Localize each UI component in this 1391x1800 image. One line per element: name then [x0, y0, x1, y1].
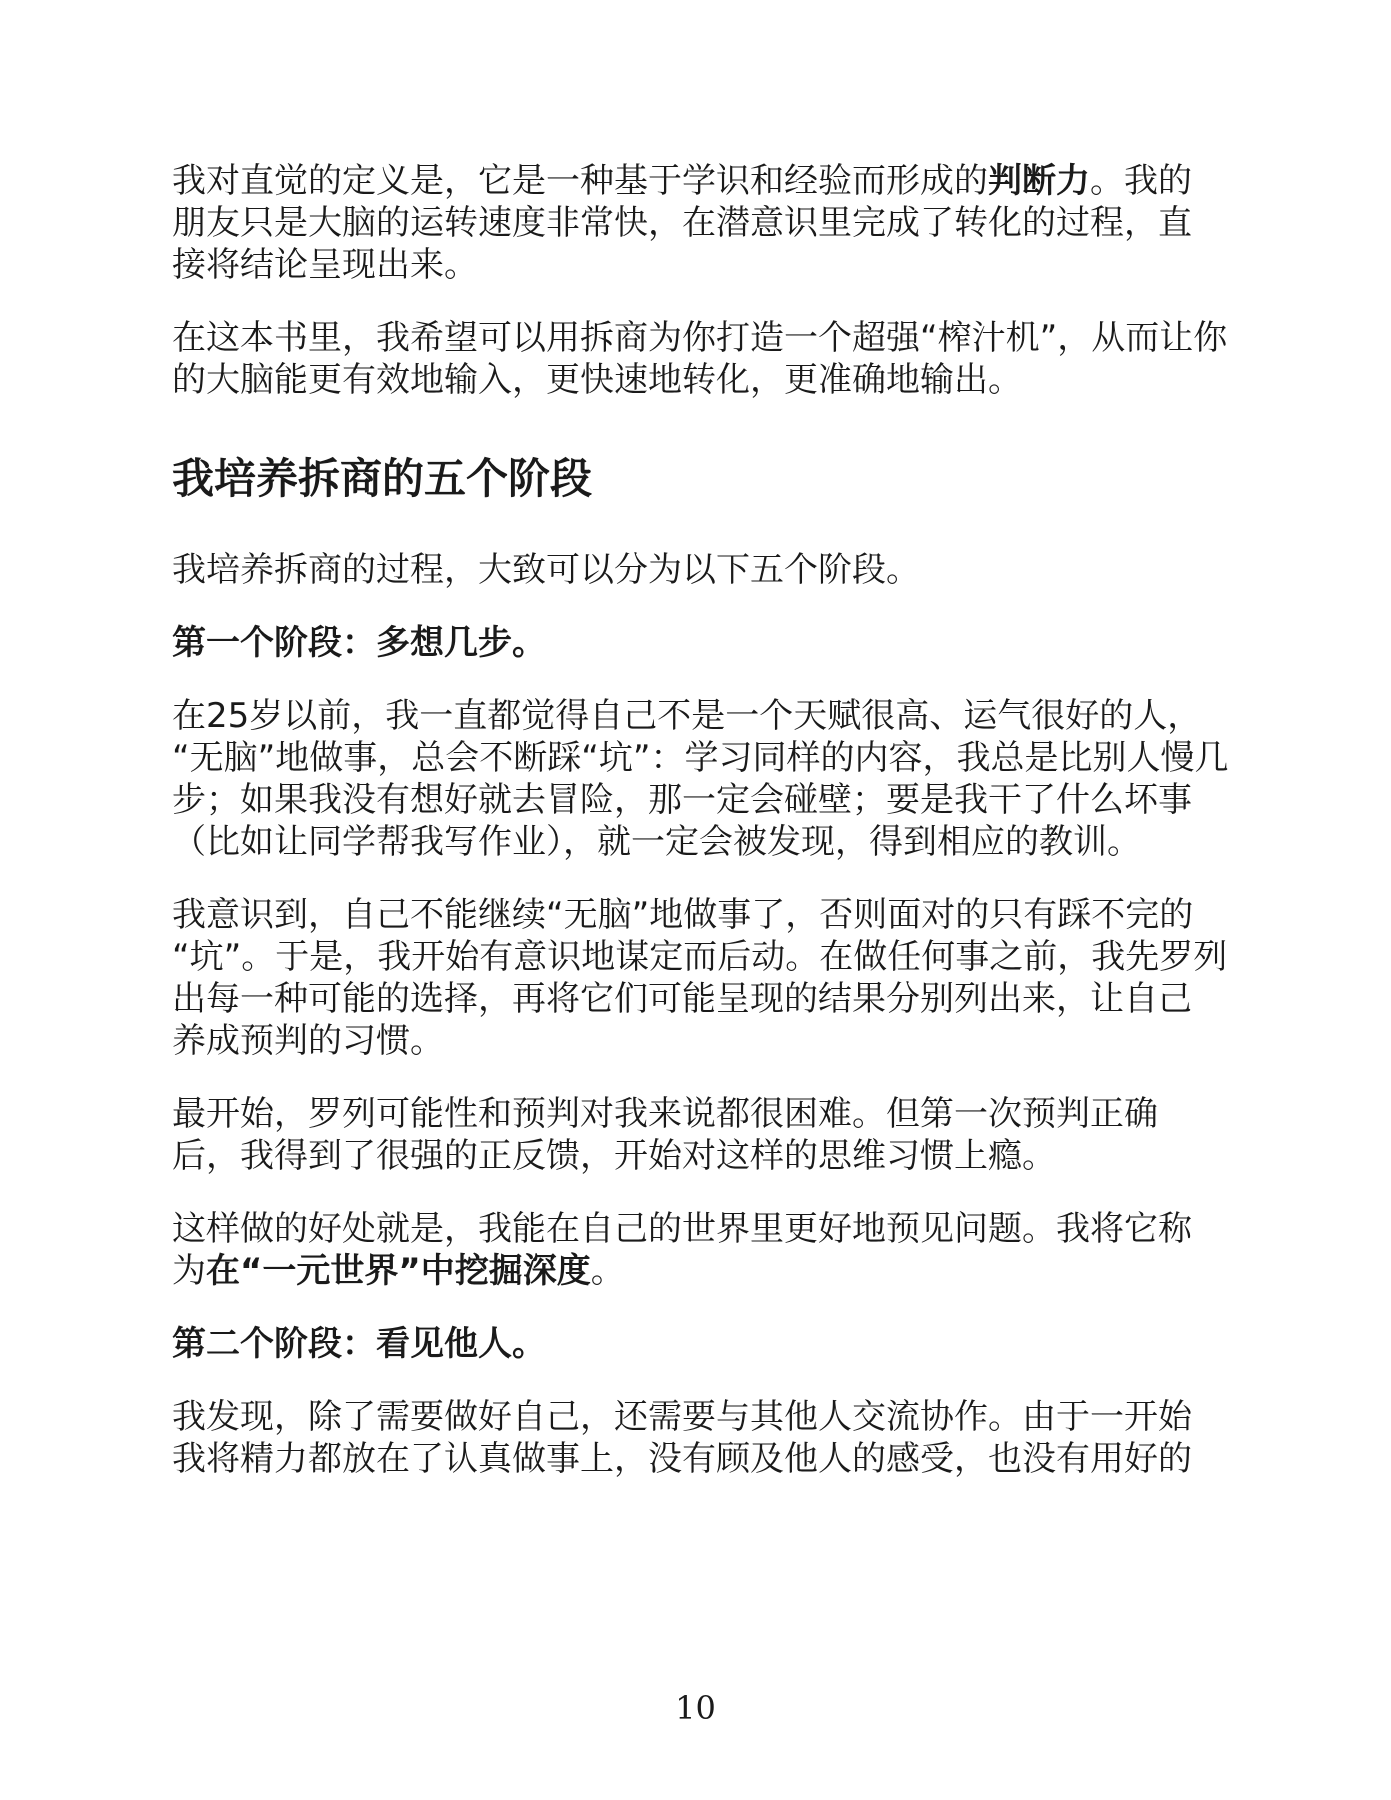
text-line: “无脑”地做事，总会不断踩“坑”：学习同样的内容，我总是比别人慢几	[172, 738, 1229, 778]
text-line: 这样做的好处就是，我能在自己的世界里更好地预见问题。我将它称	[172, 1209, 1192, 1249]
stage-1-paragraph-2	[172, 894, 1228, 1062]
text-run: 。	[590, 1251, 625, 1291]
text-line: 后，我得到了很强的正反馈，开始对这样的思维习惯上瘾。	[172, 1136, 1056, 1176]
text-line: 朋友只是大脑的运转速度非常快，在潜意识里完成了转化的过程，直	[172, 203, 1192, 243]
bold-term: 在“一元世界”中挖掘深度	[206, 1251, 591, 1291]
stage-1-paragraph-4	[172, 1208, 1222, 1292]
stage-2-paragraph-1	[172, 1396, 1222, 1480]
text-line	[172, 1250, 1222, 1292]
intro-paragraph-1	[172, 160, 1222, 286]
text-line: 在25岁以前，我一直都觉得自己不是一个天赋很高、运气很好的人，	[172, 696, 1202, 736]
text-run: 我对直觉的定义是，它是一种基于学识和经验而形成的	[172, 161, 988, 201]
stage-2-title: 第二个阶段：看见他人。	[172, 1324, 546, 1364]
text-line: 的大脑能更有效地输入，更快速地转化，更准确地输出。	[172, 360, 1022, 400]
text-line: “坑”。于是，我开始有意识地谋定而后动。在做任何事之前，我先罗列	[172, 937, 1228, 977]
text-line: 在这本书里，我希望可以用拆商为你打造一个超强“榨汁机”，从而让你	[172, 318, 1228, 358]
stage-1-paragraph-3	[172, 1093, 1222, 1177]
text-line	[172, 160, 1222, 202]
text-line: 我将精力都放在了认真做事上，没有顾及他人的感受，也没有用好的	[172, 1439, 1192, 1479]
text-line: 步；如果我没有想好就去冒险，那一定会碰壁；要是我干了什么坏事	[172, 780, 1192, 820]
text-run: 。我的	[1090, 161, 1192, 201]
text-line: 出每一种可能的选择，再将它们可能呈现的结果分别列出来，让自己	[172, 979, 1192, 1019]
section-heading: 我培养拆商的五个阶段	[172, 454, 593, 503]
intro-paragraph-2	[172, 317, 1228, 401]
text-line: 我发现，除了需要做好自己，还需要与其他人交流协作。由于一开始	[172, 1397, 1192, 1437]
page-number: 10	[675, 1689, 716, 1727]
text-line: （比如让同学帮我写作业），就一定会被发现，得到相应的教训。	[172, 822, 1141, 862]
stage-1-title: 第一个阶段：多想几步。	[172, 623, 546, 663]
text-line: 我意识到，自己不能继续“无脑”地做事了，否则面对的只有踩不完的	[172, 895, 1194, 935]
text-run: 为	[172, 1251, 206, 1291]
text-line: 养成预判的习惯。	[172, 1021, 444, 1061]
bold-term: 判断力	[988, 161, 1090, 201]
text-line: 接将结论呈现出来。	[172, 245, 478, 285]
section-lead: 我培养拆商的过程，大致可以分为以下五个阶段。	[172, 550, 920, 590]
text-line: 最开始，罗列可能性和预判对我来说都很困难。但第一次预判正确	[172, 1094, 1158, 1134]
stage-1-paragraph-1	[172, 695, 1229, 863]
page-body	[172, 160, 1229, 1511]
